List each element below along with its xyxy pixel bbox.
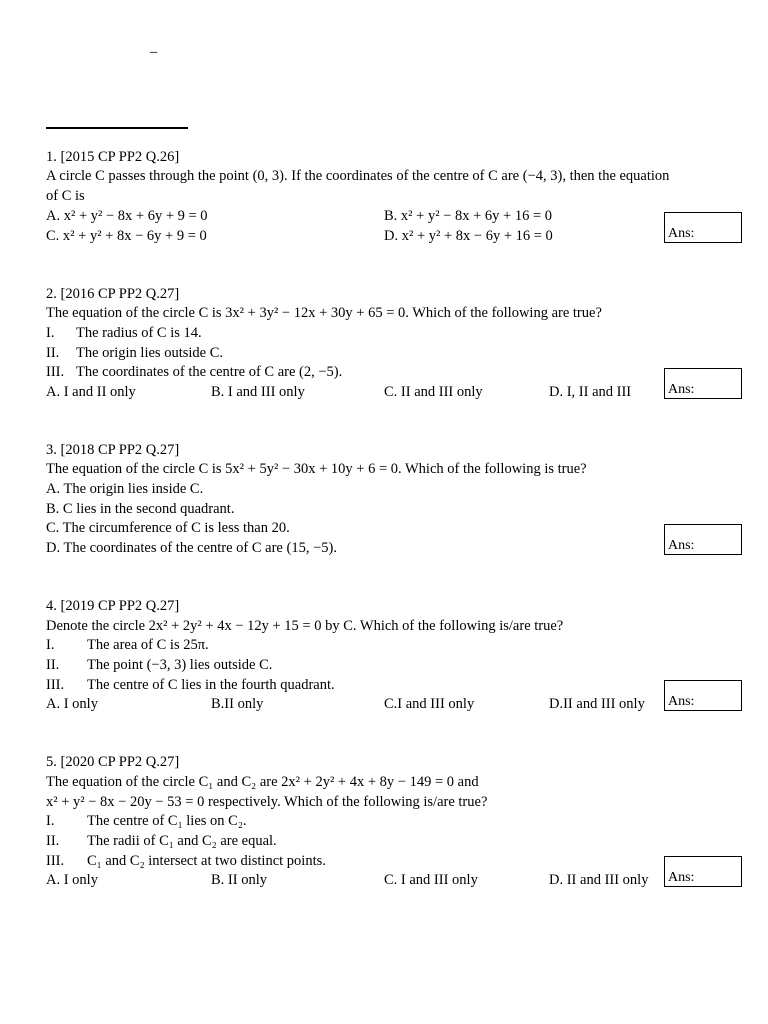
header-rule <box>46 127 188 129</box>
answer-label: Ans: <box>668 870 695 885</box>
q2-statement-3-number: III. <box>46 364 65 380</box>
q5-statement-3: C₁ and C₂ intersect at two distinct points. <box>87 853 326 869</box>
q1-stem-line1: A circle C passes through the point (0, 3). If the coordinates of the centre of C are (−4, 3), then the equation <box>46 168 670 184</box>
q5-option-c: C. I and III only <box>384 872 478 888</box>
q5-title: 5. [2020 CP PP2 Q.27] <box>46 754 180 770</box>
header-dash: – <box>150 44 158 60</box>
q2-statement-1-number: I. <box>46 325 55 341</box>
q2-option-c: C. II and III only <box>384 384 483 400</box>
q2-answer-box[interactable] <box>664 368 742 399</box>
q4-statement-1-number: I. <box>46 637 55 653</box>
answer-label: Ans: <box>668 226 695 241</box>
q3-option-a: A. The origin lies inside C. <box>46 481 204 497</box>
q3-title: 3. [2018 CP PP2 Q.27] <box>46 442 180 458</box>
q1-title: 1. [2015 CP PP2 Q.26] <box>46 149 180 165</box>
q5-answer-box[interactable] <box>664 856 742 887</box>
q5-option-b: B. II only <box>211 872 267 888</box>
q3-option-c: C. The circumference of C is less than 20. <box>46 520 290 536</box>
q5-statement-2: The radii of C₁ and C₂ are equal. <box>87 833 277 849</box>
q3-answer-box[interactable] <box>664 524 742 555</box>
q5-statement-1-number: I. <box>46 813 55 829</box>
q3-option-d: D. The coordinates of the centre of C are (15, −5). <box>46 540 337 556</box>
q4-title: 4. [2019 CP PP2 Q.27] <box>46 598 180 614</box>
q2-stem: The equation of the circle C is 3x² + 3y² − 12x + 30y + 65 = 0. Which of the following are true? <box>46 305 602 321</box>
q4-option-d: D.II and III only <box>549 696 645 712</box>
q4-statement-3: The centre of C lies in the fourth quadrant. <box>87 677 335 693</box>
q1-option-b: B. x² + y² − 8x + 6y + 16 = 0 <box>384 208 553 224</box>
q5-stem-line2: x² + y² − 8x − 20y − 53 = 0 respectively. Which of the following is/are true? <box>46 794 488 810</box>
q4-answer-box[interactable] <box>664 680 742 711</box>
q4-statement-2-number: II. <box>46 657 60 673</box>
q4-option-c: C.I and III only <box>384 696 475 712</box>
q5-option-a: A. I only <box>46 872 98 888</box>
q2-option-a: A. I and II only <box>46 384 136 400</box>
q4-statement-2: The point (−3, 3) lies outside C. <box>87 657 273 673</box>
q2-title: 2. [2016 CP PP2 Q.27] <box>46 286 180 302</box>
q1-option-a: A. x² + y² − 8x + 6y + 9 = 0 <box>46 208 208 224</box>
q5-statement-3-number: III. <box>46 853 65 869</box>
q1-option-d: D. x² + y² + 8x − 6y + 16 = 0 <box>384 228 553 244</box>
q3-stem: The equation of the circle C is 5x² + 5y² − 30x + 10y + 6 = 0. Which of the following is true? <box>46 461 587 477</box>
q2-statement-2-number: II. <box>46 345 60 361</box>
q2-statement-1: The radius of C is 14. <box>76 325 202 341</box>
q5-option-d: D. II and III only <box>549 872 649 888</box>
q4-statement-3-number: III. <box>46 677 65 693</box>
q1-answer-box[interactable] <box>664 212 742 243</box>
q5-statement-1: The centre of C₁ lies on C₂. <box>87 813 247 829</box>
q2-statement-3: The coordinates of the centre of C are (2, −5). <box>76 364 343 380</box>
answer-label: Ans: <box>668 382 695 397</box>
answer-label: Ans: <box>668 694 695 709</box>
q3-option-b: B. C lies in the second quadrant. <box>46 501 235 517</box>
q4-stem: Denote the circle 2x² + 2y² + 4x − 12y + 15 = 0 by C. Which of the following is/are true? <box>46 618 564 634</box>
q5-statement-2-number: II. <box>46 833 60 849</box>
q4-statement-1: The area of C is 25π. <box>87 637 209 653</box>
answer-label: Ans: <box>668 538 695 553</box>
q1-stem-line2: of C is <box>46 188 85 204</box>
q4-option-a: A. I only <box>46 696 98 712</box>
q2-option-b: B. I and III only <box>211 384 305 400</box>
q2-option-d: D. I, II and III <box>549 384 632 400</box>
q2-statement-2: The origin lies outside C. <box>76 345 223 361</box>
q1-option-c: C. x² + y² + 8x − 6y + 9 = 0 <box>46 228 207 244</box>
q4-option-b: B.II only <box>211 696 264 712</box>
q5-stem-line1: The equation of the circle C₁ and C₂ are 2x² + 2y² + 4x + 8y − 149 = 0 and <box>46 774 479 790</box>
